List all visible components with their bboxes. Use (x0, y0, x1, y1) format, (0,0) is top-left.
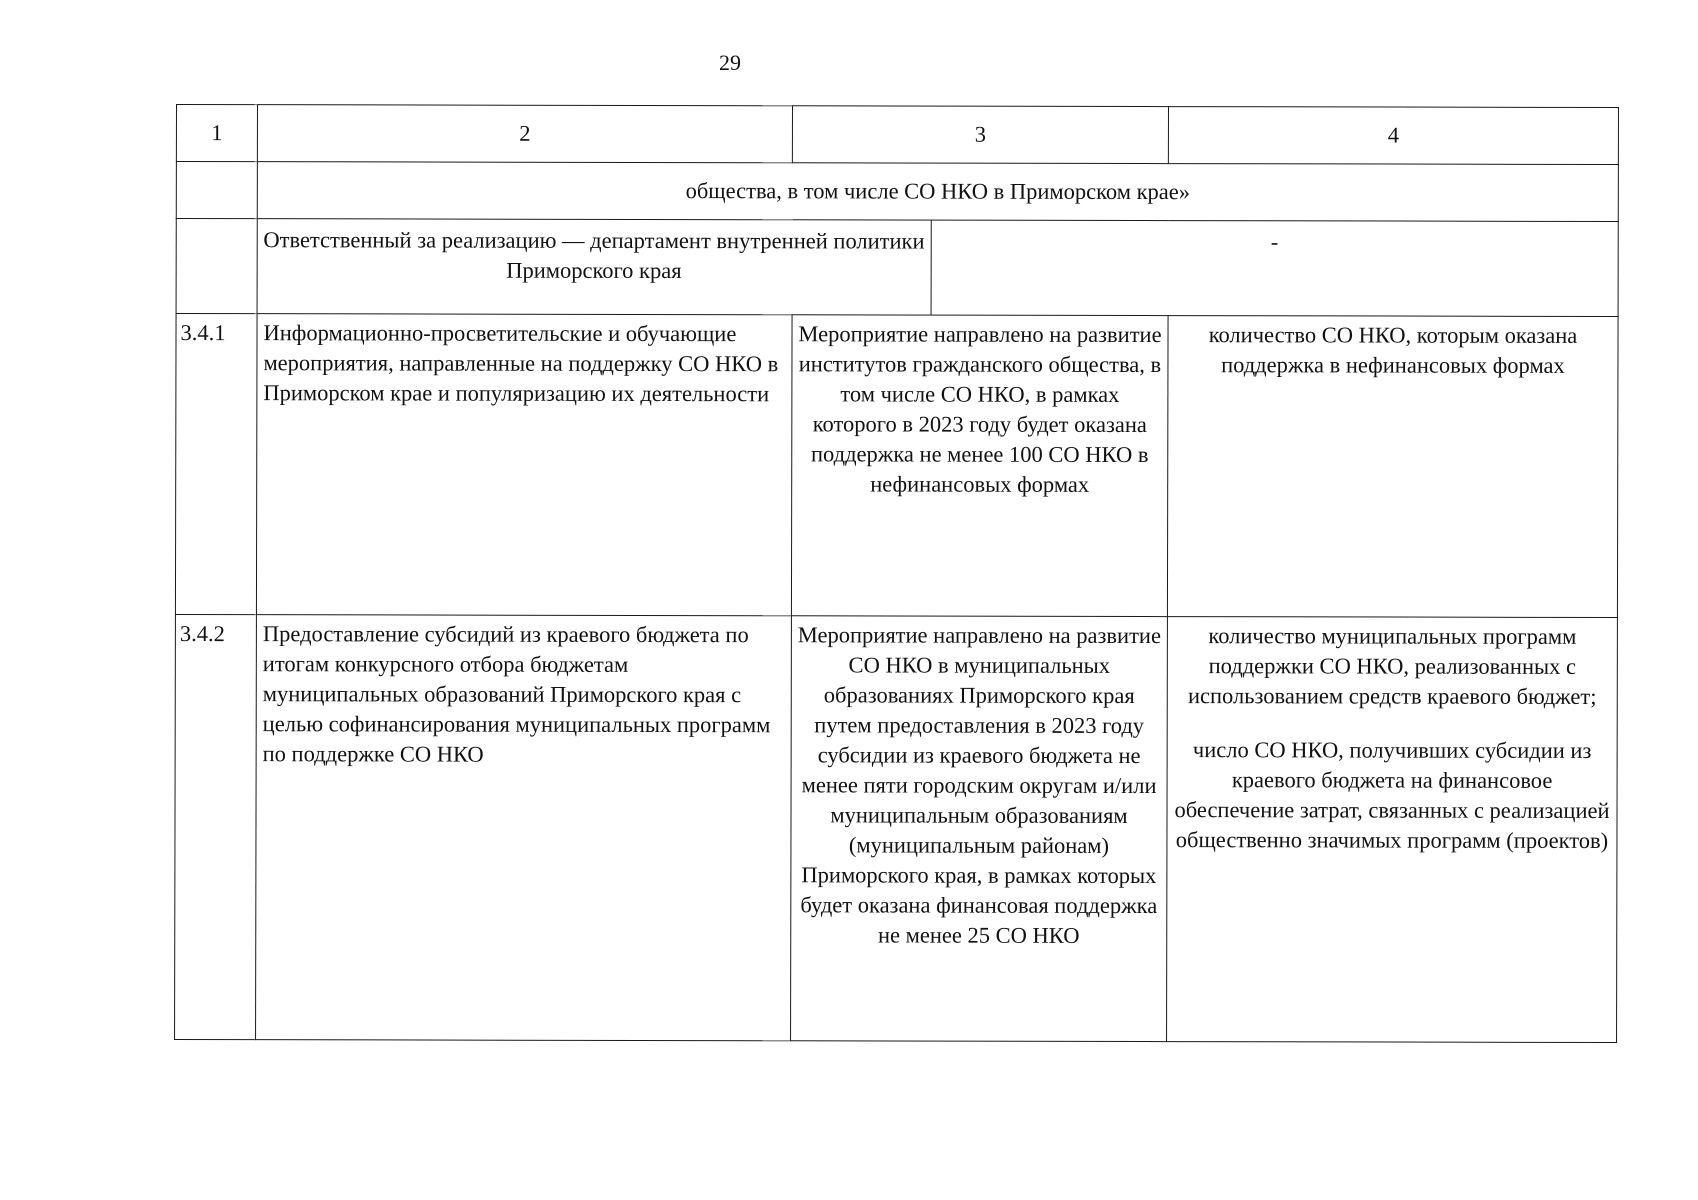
header-row (176, 105, 1618, 165)
table-row (175, 314, 1618, 618)
responsible-value: - (931, 221, 1618, 316)
subtitle-row (176, 162, 1618, 222)
activity-indicators (1167, 316, 1618, 618)
row-number: 3.4.2 (175, 614, 257, 1039)
column-header-4: 4 (1168, 107, 1618, 165)
activity-description: Мероприятие направлено на развитие СО НКО в муниципальных образованиях Приморского края путем предоставления в 2023 году субсидии из краевого бюджета не менее пяти городским округам и/или муниципальным образованиям (муниципальным районам) Приморского края, в рамках которых будет оказана финансовая поддержка не менее 25 СО НКО (791, 616, 1168, 1042)
activity-description: Мероприятие направлено на развитие институтов гражданского общества, в том числе СО НКО, в рамках которого в 2023 году будет оказана поддержка не менее 100 СО НКО в нефинансовых формах (791, 315, 1168, 617)
indicator-text: число СО НКО, получивших субсидии из краевого бюджета на финансовое обеспечение затрат, связанных с реализацией общественно значимых программ (проектов) (1174, 737, 1610, 854)
indicator-text: количество муниципальных программ поддержки СО НКО, реализованных с использованием средств краевого бюджет; (1187, 623, 1597, 709)
table-row (175, 614, 1618, 1042)
row-number: 3.4.1 (175, 314, 257, 615)
responsible-inner (258, 219, 1618, 316)
page-number: 29 (719, 50, 741, 75)
column-header-3: 3 (792, 106, 1168, 164)
activity-indicators (1167, 617, 1618, 1043)
responsible-empty-cell (176, 219, 257, 314)
column-header-2: 2 (257, 105, 792, 163)
subtitle-empty-cell (176, 162, 257, 219)
section-subtitle: общества, в том числе СО НКО в Приморском крае» (257, 162, 1618, 222)
responsible-row (176, 219, 1618, 317)
program-table (174, 104, 1619, 1043)
responsible-label: Ответственный за реализацию — департамент внутренней политики Приморского края (263, 227, 925, 284)
column-header-1: 1 (176, 105, 257, 162)
responsible-cell (257, 219, 1618, 317)
indicator-text: количество СО НКО, которым оказана поддержка в нефинансовых формах (1208, 322, 1578, 378)
activity-name: Предоставление субсидий из краевого бюджета по итогам конкурсного отбора бюджетам муниципальных образований Приморского края с целью софинансирования муниципальных программ по поддержке СО НКО (256, 615, 792, 1041)
activity-name: Информационно-просветительские и обучающие мероприятия, направленные на поддержку СО НКО в Приморском крае и популяризацию их деятельности (256, 314, 792, 616)
